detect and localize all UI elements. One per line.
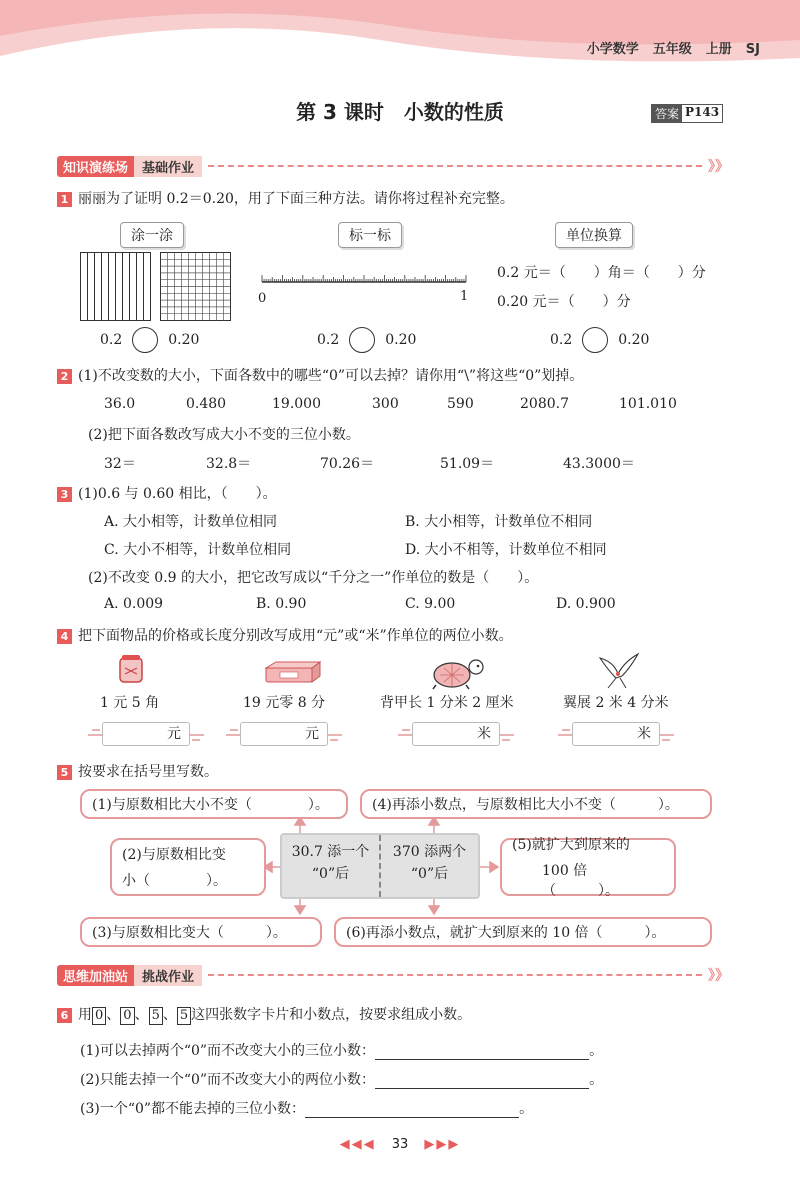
q2-number-1[interactable]: 36.0 — [104, 396, 136, 412]
grade: 五年级 — [652, 42, 692, 57]
digit-card: 0 — [120, 1007, 134, 1025]
box-q5-2[interactable]: (2)与原数相比变 小（ ）。 — [110, 838, 266, 896]
q4-number: 4 — [57, 629, 72, 644]
item-jar-label: 1 元 5 角 — [100, 695, 160, 711]
section-challenge — [57, 964, 729, 986]
q3-option2-c[interactable]: C. 9.00 — [405, 596, 456, 612]
q3-option-c[interactable]: C. 大小不相等，计数单位相同 — [104, 542, 292, 558]
section-sub: 基础作业 — [134, 156, 202, 177]
section-basic — [57, 155, 729, 177]
double-arrow-icon: 》》 — [708, 159, 729, 175]
crane-icon — [596, 652, 640, 690]
q2-part1: 2 (1)不改变数的大小，下面各数中的哪些“0”可以去掉？请你用“\”将这些“0”划掉。 — [57, 365, 583, 385]
page-title: 第 3 课时 小数的性质 — [296, 100, 504, 124]
q2-part2: (2)把下面各数改写成大小不变的三位小数。 — [88, 427, 360, 443]
grid-hundredths[interactable] — [160, 252, 232, 322]
section-tag: 思维加油站 — [57, 965, 134, 986]
item-crane-label: 翼展 2 米 4 分米 — [563, 695, 669, 711]
jar-icon — [118, 654, 144, 684]
compare-circle-1[interactable] — [132, 327, 158, 353]
digit-card: 0 — [92, 1007, 106, 1025]
compare-2: 0.2 0.20 — [317, 327, 416, 353]
compare-1: 0.2 0.20 — [100, 327, 199, 353]
q2-number-3[interactable]: 19.000 — [272, 396, 321, 412]
q2-number: 2 — [57, 369, 72, 384]
box-q5-3[interactable]: (3)与原数相比变大（ ）。 — [80, 917, 322, 947]
q3-part2[interactable]: (2)不改变 0.9 的大小，把它改写成以“千分之一”作单位的数是（ ）。 — [88, 570, 539, 586]
q2-convert-4[interactable]: 51.09＝ — [440, 456, 495, 472]
q3-part1: 3 (1)0.6 与 0.60 相比，（ ）。 — [57, 483, 277, 503]
answer-box-turtle[interactable]: 米 — [412, 722, 500, 746]
center-numbers — [280, 833, 480, 899]
method-unit: 单位换算 — [555, 222, 633, 248]
digit-card: 5 — [177, 1007, 191, 1025]
series-info — [573, 38, 760, 57]
q2-number-4[interactable]: 300 — [372, 396, 399, 412]
q6-sub3: (3)一个“0”都不能去掉的三位小数： 。 — [80, 1101, 534, 1117]
q5-number: 5 — [57, 765, 72, 780]
center-left: 30.7 添一个 “0”后 — [282, 835, 381, 897]
header-band — [0, 0, 800, 72]
center-right: 370 添两个 “0”后 — [392, 844, 467, 882]
answer-box-jar[interactable]: 元 — [102, 722, 190, 746]
turtle-icon — [428, 655, 486, 691]
answer-box-crane[interactable]: 米 — [572, 722, 660, 746]
q3-option-b[interactable]: B. 大小相等，计数单位不相同 — [405, 514, 593, 530]
q2-convert-2[interactable]: 32.8＝ — [206, 456, 252, 472]
q6-stem: 6 用 0 、 0 、 5 、 5 这四张数字卡片和小数点，按要求组成小数。 — [57, 1004, 471, 1025]
method-mark: 标一标 — [338, 222, 402, 248]
grid-tenths[interactable] — [80, 252, 152, 322]
item-turtle-label: 背甲长 1 分米 2 厘米 — [380, 695, 514, 711]
double-arrow-icon: 》》 — [708, 968, 729, 984]
q2-number-7[interactable]: 101.010 — [619, 396, 677, 412]
q2-number-5[interactable]: 590 — [447, 396, 474, 412]
answer-line-2[interactable] — [375, 1072, 589, 1089]
answer-line-3[interactable] — [305, 1101, 519, 1118]
answer-line-1[interactable] — [375, 1043, 589, 1060]
q3-option-d[interactable]: D. 大小不相等，计数单位不相同 — [405, 542, 607, 558]
compare-3: 0.2 0.20 — [550, 327, 649, 353]
q3-option2-b[interactable]: B. 0.90 — [256, 596, 307, 612]
q1-text: 丽丽为了证明 0.2＝0.20，用了下面三种方法。请你将过程补充完整。 — [78, 191, 514, 207]
box-q5-6[interactable]: (6)再添小数点，就扩大到原来的 10 倍（ ）。 — [334, 917, 712, 947]
answer-page: P143 — [685, 105, 720, 119]
q3-option2-d[interactable]: D. 0.900 — [556, 596, 616, 612]
answer-box-case[interactable]: 元 — [240, 722, 328, 746]
item-case-label: 19 元零 8 分 — [243, 695, 326, 711]
edition: SJ — [745, 42, 760, 57]
page-number: 33 — [391, 1137, 409, 1152]
pencil-case-icon — [262, 660, 324, 686]
ruler-start: 0 — [258, 291, 267, 306]
q6-sub2: (2)只能去掉一个“0”而不改变大小的两位小数： 。 — [80, 1072, 604, 1088]
q3-option-a[interactable]: A. 大小相等，计数单位相同 — [104, 514, 278, 530]
q1-stem — [57, 188, 514, 208]
q2-number-6[interactable]: 2080.7 — [520, 396, 569, 412]
answer-label: 答案 — [652, 105, 682, 122]
ruler-end: 1 — [460, 289, 469, 304]
conv-line-2[interactable]: 0.20 元＝（ ）分 — [497, 294, 631, 310]
number-line[interactable] — [254, 272, 474, 292]
q5-stem: 5 按要求在括号里写数。 — [57, 761, 218, 781]
box-q5-5[interactable]: (5)就扩大到原来的 100 倍（ ）。 — [500, 838, 676, 896]
q3-number: 3 — [57, 487, 72, 502]
q6-sub1: (1)可以去掉两个“0”而不改变大小的三位小数： 。 — [80, 1043, 604, 1059]
q2-convert-5[interactable]: 43.3000＝ — [563, 456, 635, 472]
q6-number: 6 — [57, 1008, 72, 1023]
compare-circle-2[interactable] — [349, 327, 375, 353]
right-arrows-icon: ▶▶▶ — [424, 1137, 461, 1152]
box-q5-1[interactable]: (1)与原数相比大小不变（ ）。 — [80, 789, 348, 819]
section-sub: 挑战作业 — [134, 965, 202, 986]
page-footer — [0, 1137, 800, 1152]
q2-convert-3[interactable]: 70.26＝ — [320, 456, 375, 472]
q2-number-2[interactable]: 0.480 — [186, 396, 227, 412]
digit-card: 5 — [149, 1007, 163, 1025]
conv-line-1[interactable]: 0.2 元＝（ ）角＝（ ）分 — [497, 265, 706, 281]
left-arrows-icon: ◀◀◀ — [339, 1137, 376, 1152]
section-tag: 知识演练场 — [57, 156, 134, 177]
box-q5-4[interactable]: (4)再添小数点，与原数相比大小不变（ ）。 — [360, 789, 712, 819]
q3-option2-a[interactable]: A. 0.009 — [104, 596, 164, 612]
answer-link[interactable] — [651, 104, 723, 123]
q2-convert-1[interactable]: 32＝ — [104, 456, 136, 472]
q4-stem: 4 把下面物品的价格或长度分别改写成用“元”或“米”作单位的两位小数。 — [57, 625, 513, 645]
method-shade: 涂一涂 — [120, 222, 184, 248]
compare-circle-3[interactable] — [582, 327, 608, 353]
subject: 小学数学 — [586, 42, 639, 57]
volume: 上册 — [705, 42, 732, 57]
q1-number: 1 — [57, 192, 72, 207]
